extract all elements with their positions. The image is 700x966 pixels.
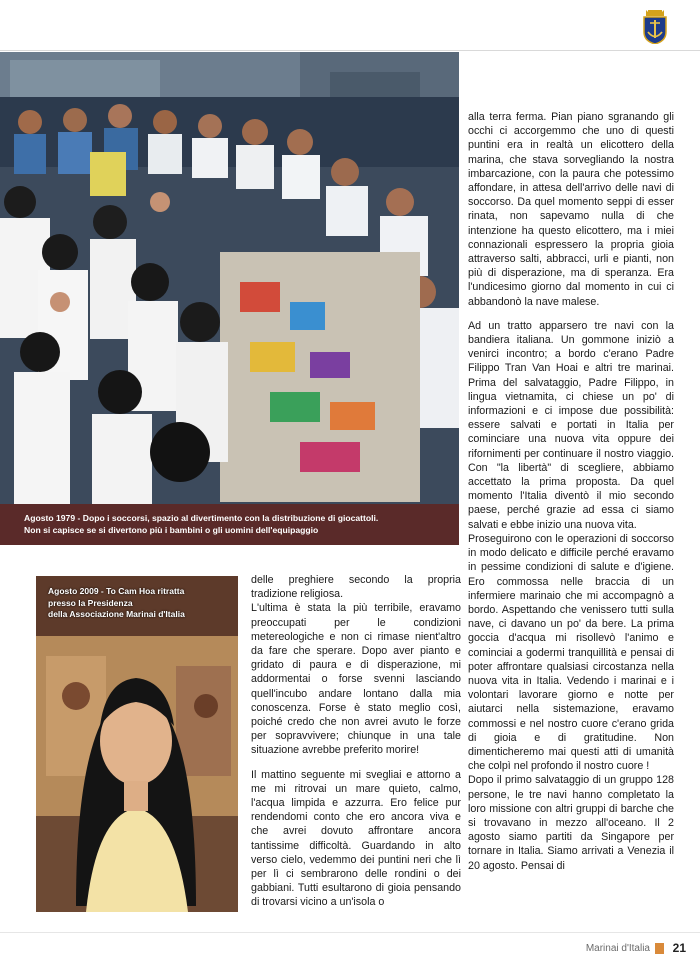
footer-divider	[0, 932, 700, 933]
article-column-right	[468, 110, 674, 873]
article-column-middle	[251, 573, 461, 910]
article-paragraph: delle preghiere secondo la propria tradizione religiosa.	[251, 574, 461, 601]
article-paragraph: L'ultima è stata la più terribile, eravamo preoccupati per le condizioni metereologiche e non ci rimase nient'altro da fare che sperare. Dopo aver pianto e gridato di paura e di disperazione, mi addormentai o forse svenni lasciando quell'incubo andare lontano dalla mia conoscenza. Forse è stato meglio così, poiché credo che non avrei avuto le forze per sopravvivere; chiunque in una tale situazione avrebbe preferito morire!	[251, 602, 461, 757]
article-paragraph: Ad un tratto apparsero tre navi con la bandiera italiana. Un gommone iniziò a venirci incontro; a bordo c'erano Padre Filippo Tran Van Hoai e altri tre marinai. Prima del salvataggio, Padre Filippo, in lingua vietnamita, ci chiese un po' di informazioni e ci impose due possibilità: essere salvati e portati in Italia per cominciare una nuova vita oppure dei rifornimenti per continuare il nostro viaggio. Con "la libertà" di scegliere, abbiamo accettato la prima proposta. Da quel momento l'Italia diventò il mio secondo paese, perché grazie ad essa ci siamo salvati e ebbe inizio una nuova vita.	[468, 319, 674, 531]
page-footer	[568, 940, 688, 960]
left-caption-line-1: Agosto 2009 - To Cam Hoa ritratta	[48, 586, 185, 596]
children-toys-distribution-photo	[0, 52, 459, 504]
article-paragraph: Il mattino seguente mi svegliai e attorno a me mi ritrovai un mare quieto, calmo, l'acqua limpida e azzurra. Ero felice pur rendendomi conto che ero ancora viva e che avrei dovuto affrontare ancora tantissime difficoltà. Guardando in alto verso cielo, vedemmo dei puntini neri che lì per lì ci sembrarono delle rondini o dei gabbiani. Tutti esultarono di gioia pensando di trovarsi vicino a un'isola o	[251, 768, 461, 909]
article-paragraph: Proseguirono con le operazioni di soccorso in modo delicato e difficile perché eravamo in pessime condizioni di salute e d'igiene. Ero commossa nelle braccia di un infermiere marinaio che mi accompagnò a bordo. Aspettando che venissero tutti sulla nave, ci davano un po' da bere. La prima goccia d'acqua mi risollevò l'animo e cominciai a godermi tranquillità e pensai di poter affrontare qualsiasi circostanza nella nuova vita in Italia. Vedendo i marinai e i volontari lavorare giorno e notte per aiutarci nella sistemazione, eravamo commossi e nel nostro cuore c'erano grida di gioia e di gratitudine. Non dimenticheremo mai questi atti di umanità che colpì nel profondo il nostro cuore !	[468, 532, 674, 773]
top-photo-caption	[0, 504, 459, 545]
article-paragraph: Dopo il primo salvataggio di un gruppo 128 persone, le tre navi hanno completato la loro missione con altri gruppi di barche che si trovavano in mezzo all'oceano. Il 2 agosto siamo partiti da Singapore per tornare in Italia. Siamo arrivati a Venezia il 20 agosto. Pensai di	[468, 774, 674, 872]
top-caption-line-2: Non si capisce se si divertono più i bambini o gli uomini dell'equipaggio	[24, 525, 319, 535]
navy-anchor-crest-icon	[642, 10, 668, 44]
footer-accent-square	[655, 943, 664, 954]
left-caption-line-3: della Associazione Marinai d'Italia	[48, 609, 185, 619]
top-caption-line-1: Agosto 1979 - Dopo i soccorsi, spazio al divertimento con la distribuzione di giocattoli.	[24, 513, 379, 523]
to-cam-hoa-portrait-photo	[36, 576, 238, 912]
left-caption-line-2: presso la Presidenza	[48, 597, 133, 608]
page-number: 21	[672, 941, 686, 955]
header-divider	[0, 50, 700, 51]
left-photo-caption	[48, 586, 228, 621]
page-header	[0, 0, 700, 50]
magazine-name: Marinai d'Italia	[585, 943, 650, 954]
article-paragraph: alla terra ferma. Pian piano sgranando gli occhi ci accorgemmo che uno di questi puntini era in realtà un elicottero della marina, che stava sorvegliando la nostra imbarcazione, con la paura che potessimo affondare, in attesa dell'arrivo delle navi di soccorso. Da quel momento seppi di esser rinata, non sapevamo nulla di che intenzione ha questo elicottero, ma i miei connazionali espressero la propria gioia attraverso salti, abbracci, urli e pianti, non più di disperazione, ma di speranza. Era l'undicesimo giorno dal momento in cui ci abbandonò la nave malese.	[468, 111, 674, 308]
